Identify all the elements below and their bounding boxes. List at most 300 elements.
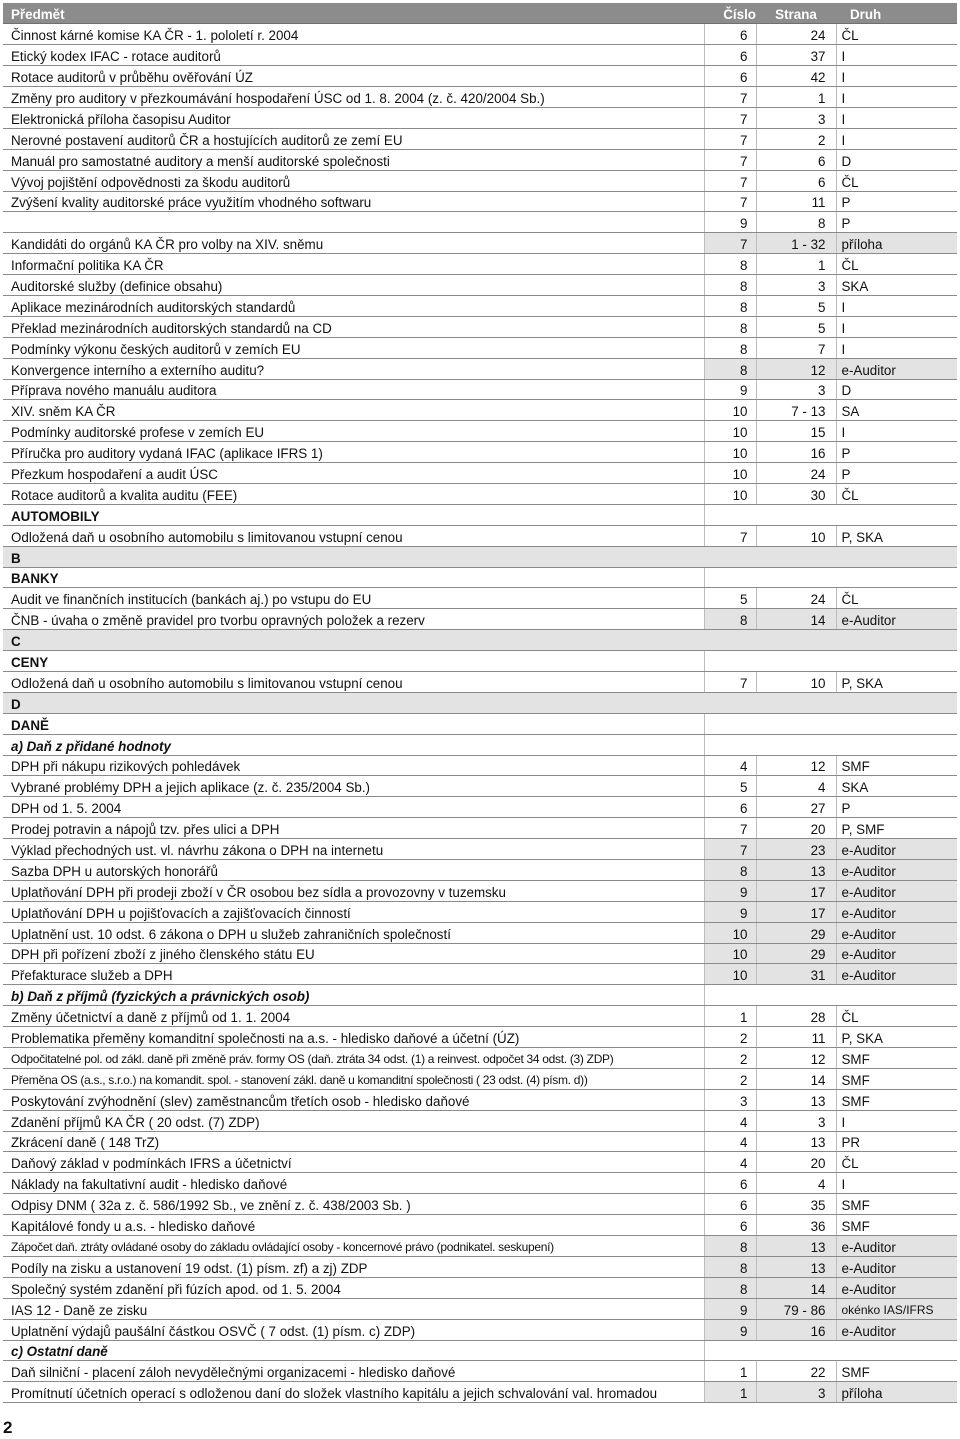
table-row [3, 254, 957, 275]
row-subject: Poskytování zvýhodnění (slev) zaměstnancům třetích osob - hledisko daňové [3, 1089, 704, 1110]
row-type: D [836, 379, 957, 400]
row-type: SKA [836, 275, 957, 296]
row-page-number: 20 [756, 1152, 836, 1173]
row-page-number: 14 [756, 609, 836, 630]
row-page-number: 22 [756, 1361, 836, 1382]
row-subject: Kandidáti do orgánů KA ČR pro volby na XIV. sněmu [3, 233, 704, 254]
row-type: okénko IAS/IFRS [836, 1298, 957, 1319]
row-issue-number: 3 [704, 1089, 756, 1110]
row-issue-number: 8 [704, 1277, 756, 1298]
row-page-number: 1 [756, 254, 836, 275]
row-type: I [836, 295, 957, 316]
index-page [3, 3, 957, 1403]
page-number: 2 [3, 1418, 13, 1437]
row-issue-number: 9 [704, 379, 756, 400]
row-subject: Aplikace mezinárodních auditorských standardů [3, 295, 704, 316]
row-type: I [836, 107, 957, 128]
row-issue-number [704, 504, 756, 525]
row-issue-number: 9 [704, 901, 756, 922]
row-type: e-Auditor [836, 1319, 957, 1340]
table-row [3, 943, 957, 964]
row-page-number [756, 1340, 836, 1361]
row-subject: CENY [3, 651, 704, 672]
row-subject: Vývoj pojištění odpovědnosti za škodu auditorů [3, 170, 704, 191]
row-issue-number: 1 [704, 1382, 756, 1403]
row-issue-number: 10 [704, 943, 756, 964]
table-row [3, 442, 957, 463]
row-page-number: 12 [756, 358, 836, 379]
row-issue-number: 8 [704, 254, 756, 275]
row-subject: Zdanění příjmů KA ČR ( 20 odst. (7) ZDP) [3, 1110, 704, 1131]
row-subject: Uplatňování DPH u pojišťovacích a zajišťovacích činností [3, 901, 704, 922]
row-type: SMF [836, 1194, 957, 1215]
row-issue-number: 9 [704, 1319, 756, 1340]
row-type: SMF [836, 1215, 957, 1236]
row-page-number: 10 [756, 525, 836, 546]
row-type: příloha [836, 1382, 957, 1403]
row-issue-number: 8 [704, 316, 756, 337]
row-issue-number: 8 [704, 609, 756, 630]
row-page-number: 14 [756, 1068, 836, 1089]
row-type: e-Auditor [836, 358, 957, 379]
row-page-number: 3 [756, 379, 836, 400]
row-type: I [836, 87, 957, 108]
table-row [3, 1361, 957, 1382]
row-issue-number: 2 [704, 1068, 756, 1089]
row-page-number: 28 [756, 1006, 836, 1027]
row-type: e-Auditor [836, 839, 957, 860]
table-row [3, 170, 957, 191]
row-type: P [836, 463, 957, 484]
table-row [3, 1298, 957, 1319]
table-row [3, 1110, 957, 1131]
row-type: I [836, 421, 957, 442]
table-row [3, 1236, 957, 1257]
row-page-number: 3 [756, 1382, 836, 1403]
row-page-number: 11 [756, 1027, 836, 1048]
row-subject: AUTOMOBILY [3, 504, 704, 525]
row-type: I [836, 316, 957, 337]
row-subject: Uplatnění ust. 10 odst. 6 zákona o DPH u služeb zahraničních společností [3, 922, 704, 943]
row-type: ČL [836, 483, 957, 504]
table-row [3, 275, 957, 296]
row-subject: Výklad přechodných ust. vl. návrhu zákona o DPH na internetu [3, 839, 704, 860]
row-type: příloha [836, 233, 957, 254]
row-page-number: 10 [756, 672, 836, 693]
row-page-number [756, 713, 836, 734]
row-type: I [836, 1110, 957, 1131]
row-page-number: 31 [756, 964, 836, 985]
row-page-number: 35 [756, 1194, 836, 1215]
row-type [836, 985, 957, 1006]
row-page-number: 30 [756, 483, 836, 504]
row-issue-number: 7 [704, 191, 756, 212]
row-page-number: 16 [756, 442, 836, 463]
row-issue-number: 6 [704, 1173, 756, 1194]
row-type: ČL [836, 254, 957, 275]
row-subject: Rotace auditorů a kvalita auditu (FEE) [3, 483, 704, 504]
letter-divider-row [3, 630, 957, 651]
row-subject: Zápočet daň. ztráty ovládané osoby do základu ovládající osoby - koncernové právo (podnikatel. seskupení) [3, 1236, 704, 1257]
row-subject: Přefakturace služeb a DPH [3, 964, 704, 985]
row-subject: D [3, 692, 704, 713]
column-header-subject: Předmět [3, 3, 704, 24]
letter-divider-row [3, 546, 957, 567]
letter-divider-row [3, 692, 957, 713]
row-subject: Informační politika KA ČR [3, 254, 704, 275]
row-type: SMF [836, 1068, 957, 1089]
row-subject: b) Daň z příjmů (fyzických a právnických osob) [3, 985, 704, 1006]
row-subject: Promítnutí účetních operací s odloženou daní do složek vlastního kapitálu a jejich schvalování val. hromadou [3, 1382, 704, 1403]
row-issue-number: 4 [704, 1110, 756, 1131]
row-issue-number: 7 [704, 818, 756, 839]
row-type: ČL [836, 1152, 957, 1173]
row-subject: B [3, 546, 704, 567]
row-subject: DANĚ [3, 713, 704, 734]
row-issue-number: 10 [704, 421, 756, 442]
table-row [3, 233, 957, 254]
row-subject: DPH při nákupu rizikových pohledávek [3, 755, 704, 776]
table-row [3, 107, 957, 128]
subsection-heading-row [3, 734, 957, 755]
row-type [836, 630, 957, 651]
row-subject: Příručka pro auditory vydaná IFAC (aplikace IFRS 1) [3, 442, 704, 463]
row-page-number: 36 [756, 1215, 836, 1236]
table-row [3, 776, 957, 797]
row-issue-number: 7 [704, 233, 756, 254]
table-row [3, 525, 957, 546]
row-type: I [836, 66, 957, 87]
row-page-number: 13 [756, 1131, 836, 1152]
table-row [3, 191, 957, 212]
row-issue-number: 2 [704, 1027, 756, 1048]
row-subject: Etický kodex IFAC - rotace auditorů [3, 45, 704, 66]
row-type: SMF [836, 1089, 957, 1110]
row-issue-number: 8 [704, 1256, 756, 1277]
table-row [3, 609, 957, 630]
row-type: P [836, 797, 957, 818]
column-header-issue: Číslo [704, 3, 756, 24]
table-row [3, 755, 957, 776]
table-row [3, 964, 957, 985]
row-subject: Odložená daň u osobního automobilu s limitovanou vstupní cenou [3, 525, 704, 546]
row-type [836, 1340, 957, 1361]
row-subject: Přeměna OS (a.s., s.r.o.) na komandit. spol. - stanovení zákl. daně u komanditní společnosti ( 23 odst. (4) písm. d)) [3, 1068, 704, 1089]
row-issue-number [704, 546, 756, 567]
row-issue-number: 6 [704, 1194, 756, 1215]
table-row [3, 901, 957, 922]
row-issue-number: 10 [704, 922, 756, 943]
table-row [3, 1382, 957, 1403]
row-page-number: 24 [756, 24, 836, 45]
table-row [3, 1256, 957, 1277]
row-page-number [756, 734, 836, 755]
row-type: e-Auditor [836, 901, 957, 922]
row-type: e-Auditor [836, 964, 957, 985]
table-row [3, 24, 957, 45]
row-issue-number [704, 651, 756, 672]
table-row [3, 1089, 957, 1110]
row-issue-number: 7 [704, 672, 756, 693]
table-row [3, 483, 957, 504]
row-subject: c) Ostatní daně [3, 1340, 704, 1361]
row-page-number: 7 - 13 [756, 400, 836, 421]
table-row [3, 797, 957, 818]
table-row [3, 316, 957, 337]
row-issue-number: 2 [704, 1048, 756, 1069]
subsection-heading-row [3, 1340, 957, 1361]
row-subject: Auditorské služby (definice obsahu) [3, 275, 704, 296]
row-subject: Sazba DPH u autorských honorářů [3, 860, 704, 881]
row-issue-number: 10 [704, 964, 756, 985]
row-subject: DPH od 1. 5. 2004 [3, 797, 704, 818]
row-page-number: 4 [756, 1173, 836, 1194]
row-page-number: 6 [756, 170, 836, 191]
row-subject: Společný systém zdanění při fúzích apod. od 1. 5. 2004 [3, 1277, 704, 1298]
row-issue-number: 6 [704, 1215, 756, 1236]
row-page-number: 16 [756, 1319, 836, 1340]
row-type: SMF [836, 755, 957, 776]
row-type: e-Auditor [836, 609, 957, 630]
row-issue-number: 6 [704, 66, 756, 87]
row-type: I [836, 45, 957, 66]
row-subject: Elektronická příloha časopisu Auditor [3, 107, 704, 128]
row-subject: a) Daň z přidané hodnoty [3, 734, 704, 755]
row-type [836, 504, 957, 525]
row-type: P [836, 191, 957, 212]
row-page-number: 29 [756, 922, 836, 943]
row-type: PR [836, 1131, 957, 1152]
table-row [3, 463, 957, 484]
section-heading-row [3, 567, 957, 588]
table-row [3, 922, 957, 943]
row-type: I [836, 337, 957, 358]
row-issue-number: 7 [704, 107, 756, 128]
row-subject: Audit ve finančních institucích (bankách aj.) po vstupu do EU [3, 588, 704, 609]
row-type: e-Auditor [836, 922, 957, 943]
table-row [3, 87, 957, 108]
table-body [3, 24, 957, 1403]
table-row [3, 588, 957, 609]
row-page-number: 5 [756, 316, 836, 337]
row-subject: Změny pro auditory v přezkoumávání hospodaření ÚSC od 1. 8. 2004 (z. č. 420/2004 Sb.) [3, 87, 704, 108]
row-type [836, 546, 957, 567]
row-subject: Daň silniční - placení záloh nevydělečnými organizacemi - hledisko daňové [3, 1361, 704, 1382]
row-issue-number: 8 [704, 295, 756, 316]
subject-index-table [3, 3, 957, 1403]
row-subject: Manuál pro samostatné auditory a menší auditorské společnosti [3, 149, 704, 170]
row-page-number: 23 [756, 839, 836, 860]
row-subject: Nerovné postavení auditorů ČR a hostujících auditorů ze zemí EU [3, 128, 704, 149]
row-page-number: 1 [756, 87, 836, 108]
row-subject: ČNB - úvaha o změně pravidel pro tvorbu opravných položek a rezerv [3, 609, 704, 630]
row-type: e-Auditor [836, 880, 957, 901]
row-page-number: 3 [756, 107, 836, 128]
row-type: ČL [836, 170, 957, 191]
row-issue-number: 7 [704, 149, 756, 170]
row-issue-number: 4 [704, 1131, 756, 1152]
row-page-number: 2 [756, 128, 836, 149]
row-issue-number [704, 713, 756, 734]
row-issue-number: 10 [704, 463, 756, 484]
row-page-number [756, 504, 836, 525]
row-subject: Zkrácení daně ( 148 TrZ) [3, 1131, 704, 1152]
table-row [3, 66, 957, 87]
row-page-number: 17 [756, 901, 836, 922]
row-issue-number: 10 [704, 400, 756, 421]
row-page-number: 42 [756, 66, 836, 87]
row-issue-number: 7 [704, 170, 756, 191]
row-type: P, SKA [836, 672, 957, 693]
row-subject: Činnost kárné komise KA ČR - 1. pololetí r. 2004 [3, 24, 704, 45]
row-type [836, 692, 957, 713]
row-page-number: 12 [756, 755, 836, 776]
row-type: P [836, 212, 957, 233]
row-subject: Rotace auditorů v průběhu ověřování ÚZ [3, 66, 704, 87]
table-row [3, 1152, 957, 1173]
row-type [836, 567, 957, 588]
row-page-number: 13 [756, 1256, 836, 1277]
row-page-number: 24 [756, 588, 836, 609]
row-type: P, SMF [836, 818, 957, 839]
row-subject: BANKY [3, 567, 704, 588]
row-subject: Prodej potravin a nápojů tzv. přes ulici a DPH [3, 818, 704, 839]
row-issue-number: 4 [704, 755, 756, 776]
row-subject: Uplatňování DPH při prodeji zboží v ČR osobou bez sídla a provozovny v tuzemsku [3, 880, 704, 901]
row-page-number: 13 [756, 1236, 836, 1257]
row-issue-number: 1 [704, 1361, 756, 1382]
row-issue-number: 8 [704, 358, 756, 379]
row-issue-number: 5 [704, 588, 756, 609]
table-row [3, 45, 957, 66]
row-page-number [756, 630, 836, 651]
row-issue-number [704, 567, 756, 588]
row-page-number: 15 [756, 421, 836, 442]
row-issue-number [704, 692, 756, 713]
table-row [3, 860, 957, 881]
row-issue-number: 8 [704, 275, 756, 296]
row-subject: Kapitálové fondy u a.s. - hledisko daňové [3, 1215, 704, 1236]
row-issue-number: 8 [704, 1236, 756, 1257]
row-subject: IAS 12 - Daně ze zisku [3, 1298, 704, 1319]
row-issue-number: 4 [704, 1152, 756, 1173]
row-type [836, 713, 957, 734]
row-type: SA [836, 400, 957, 421]
row-type: I [836, 1173, 957, 1194]
row-type: SMF [836, 1361, 957, 1382]
table-row [3, 1027, 957, 1048]
row-subject: Odpisy DNM ( 32a z. č. 586/1992 Sb., ve znění z. č. 438/2003 Sb. ) [3, 1194, 704, 1215]
row-type: e-Auditor [836, 1256, 957, 1277]
row-issue-number [704, 734, 756, 755]
row-page-number: 29 [756, 943, 836, 964]
table-row [3, 672, 957, 693]
table-row [3, 295, 957, 316]
row-type: e-Auditor [836, 943, 957, 964]
row-type: ČL [836, 24, 957, 45]
row-issue-number: 7 [704, 87, 756, 108]
row-issue-number: 5 [704, 776, 756, 797]
row-subject: Problematika přeměny komanditní společnosti na a.s. - hledisko daňové a účetní (ÚZ) [3, 1027, 704, 1048]
table-row [3, 1068, 957, 1089]
row-page-number [756, 567, 836, 588]
row-subject: Daňový základ v podmínkách IFRS a účetnictví [3, 1152, 704, 1173]
table-row [3, 880, 957, 901]
table-row [3, 1319, 957, 1340]
row-type: ČL [836, 1006, 957, 1027]
column-header-page: Strana [756, 3, 836, 24]
row-issue-number: 6 [704, 797, 756, 818]
row-issue-number: 6 [704, 45, 756, 66]
row-type: I [836, 128, 957, 149]
row-page-number: 13 [756, 1089, 836, 1110]
table-header-row [3, 3, 957, 24]
row-issue-number: 6 [704, 24, 756, 45]
table-row [3, 1215, 957, 1236]
row-page-number: 4 [756, 776, 836, 797]
row-subject: Uplatnění výdajů paušální částkou OSVČ ( 7 odst. (1) písm. c) ZDP) [3, 1319, 704, 1340]
row-type: e-Auditor [836, 860, 957, 881]
row-issue-number: 7 [704, 525, 756, 546]
row-type [836, 651, 957, 672]
table-row [3, 421, 957, 442]
row-subject: Příprava nového manuálu auditora [3, 379, 704, 400]
subsection-heading-row [3, 985, 957, 1006]
table-row [3, 1131, 957, 1152]
column-header-type: Druh [836, 3, 957, 24]
row-subject: Zvýšení kvality auditorské práce využitím vhodného softwaru [3, 191, 704, 212]
row-page-number: 12 [756, 1048, 836, 1069]
row-subject: Podíly na zisku a ustanovení 19 odst. (1) písm. zf) a zj) ZDP [3, 1256, 704, 1277]
table-row [3, 818, 957, 839]
row-page-number: 14 [756, 1277, 836, 1298]
row-page-number: 37 [756, 45, 836, 66]
table-row [3, 1173, 957, 1194]
table-row [3, 400, 957, 421]
row-page-number: 20 [756, 818, 836, 839]
row-page-number: 3 [756, 275, 836, 296]
row-issue-number [704, 630, 756, 651]
row-page-number [756, 985, 836, 1006]
row-issue-number: 8 [704, 337, 756, 358]
row-subject: Změny účetnictví a daně z příjmů od 1. 1. 2004 [3, 1006, 704, 1027]
table-row [3, 839, 957, 860]
row-page-number [756, 692, 836, 713]
row-type: e-Auditor [836, 1277, 957, 1298]
row-subject: Podmínky výkonu českých auditorů v zemích EU [3, 337, 704, 358]
row-subject: XIV. sněm KA ČR [3, 400, 704, 421]
row-page-number: 24 [756, 463, 836, 484]
row-type: P, SKA [836, 525, 957, 546]
row-issue-number: 8 [704, 860, 756, 881]
row-issue-number: 1 [704, 1006, 756, 1027]
row-type: SKA [836, 776, 957, 797]
row-subject: Odpočitatelné pol. od zákl. daně při změně práv. formy OS (daň. ztráta 34 odst. (1) a reinvest. odpočet 34 odst. (3) ZDP) [3, 1048, 704, 1069]
table-row [3, 149, 957, 170]
table-row [3, 1048, 957, 1069]
row-type: D [836, 149, 957, 170]
row-subject: Odložená daň u osobního automobilu s limitovanou vstupní cenou [3, 672, 704, 693]
table-row [3, 358, 957, 379]
row-issue-number: 9 [704, 880, 756, 901]
row-issue-number [704, 1340, 756, 1361]
row-type [836, 734, 957, 755]
row-subject: Vybrané problémy DPH a jejich aplikace (z. č. 235/2004 Sb.) [3, 776, 704, 797]
table-row [3, 1194, 957, 1215]
row-issue-number: 7 [704, 128, 756, 149]
table-row [3, 1006, 957, 1027]
row-page-number: 79 - 86 [756, 1298, 836, 1319]
